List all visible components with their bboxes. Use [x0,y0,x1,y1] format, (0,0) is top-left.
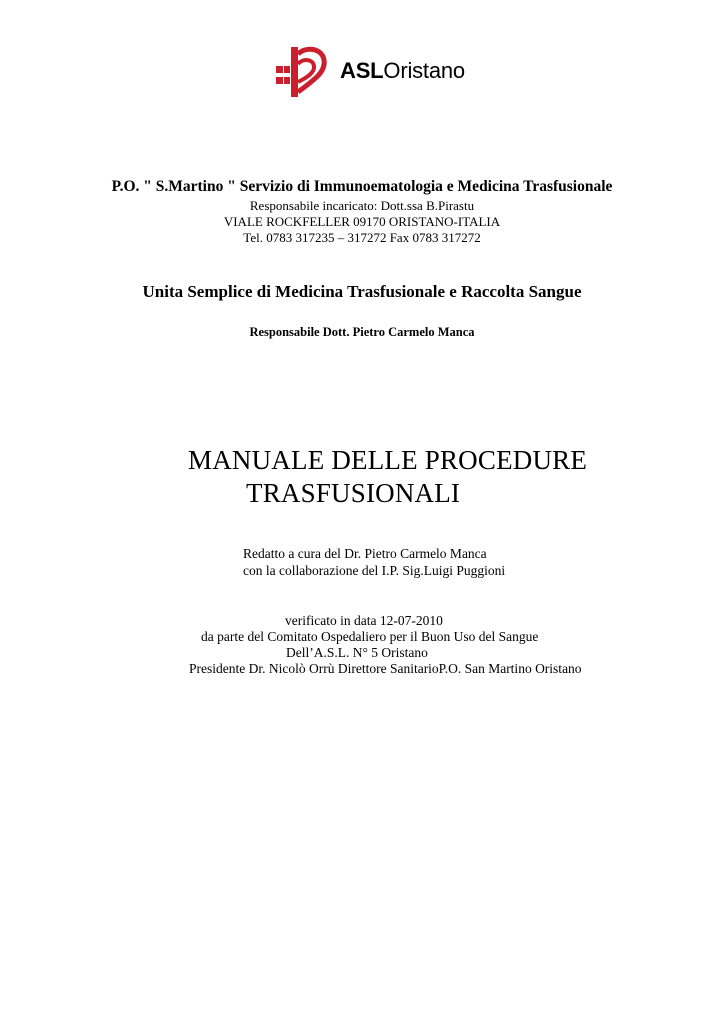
unit-responsible: Responsabile Dott. Pietro Carmelo Manca [249,325,475,339]
authors-line2: con la collaborazione del I.P. Sig.Luigi Puggioni [243,563,506,578]
asl-oristano-logo [276,44,466,100]
verification-asl: Dell’A.S.L. N° 5 Oristano [286,645,428,660]
authors-line1: Redatto a cura del Dr. Pietro Carmelo Manca [243,546,487,561]
verification-committee: da parte del Comitato Ospedaliero per il Buon Uso del Sangue [201,629,539,644]
verification-president: Presidente Dr. Nicolò Orrù Direttore SanitarioP.O. San Martino Oristano [189,661,582,676]
service-responsible: Responsabile incaricato: Dott.ssa B.Pirastu [249,198,475,213]
unit-name: Unita Semplice di Medicina Trasfusionale e Raccolta Sangue [142,282,582,301]
document-title-line1: MANUALE DELLE PROCEDURE [188,445,588,475]
verification-date: verificato in data 12-07-2010 [285,613,443,628]
logo-asl-text: ASL [340,58,384,83]
logo-oristano-text: Oristano [383,58,465,83]
asl-heart-cross-icon [276,44,332,100]
service-address: VIALE ROCKFELLER 09170 ORISTANO-ITALIA [223,214,501,229]
service-phone: Tel. 0783 317235 – 317272 Fax 0783 317272 [243,230,481,245]
service-heading: P.O. " S.Martino " Servizio di Immunoematologia e Medicina Trasfusionale [111,178,613,195]
document-title-line2: TRASFUSIONALI [246,478,461,508]
logo-wordmark [340,58,465,84]
